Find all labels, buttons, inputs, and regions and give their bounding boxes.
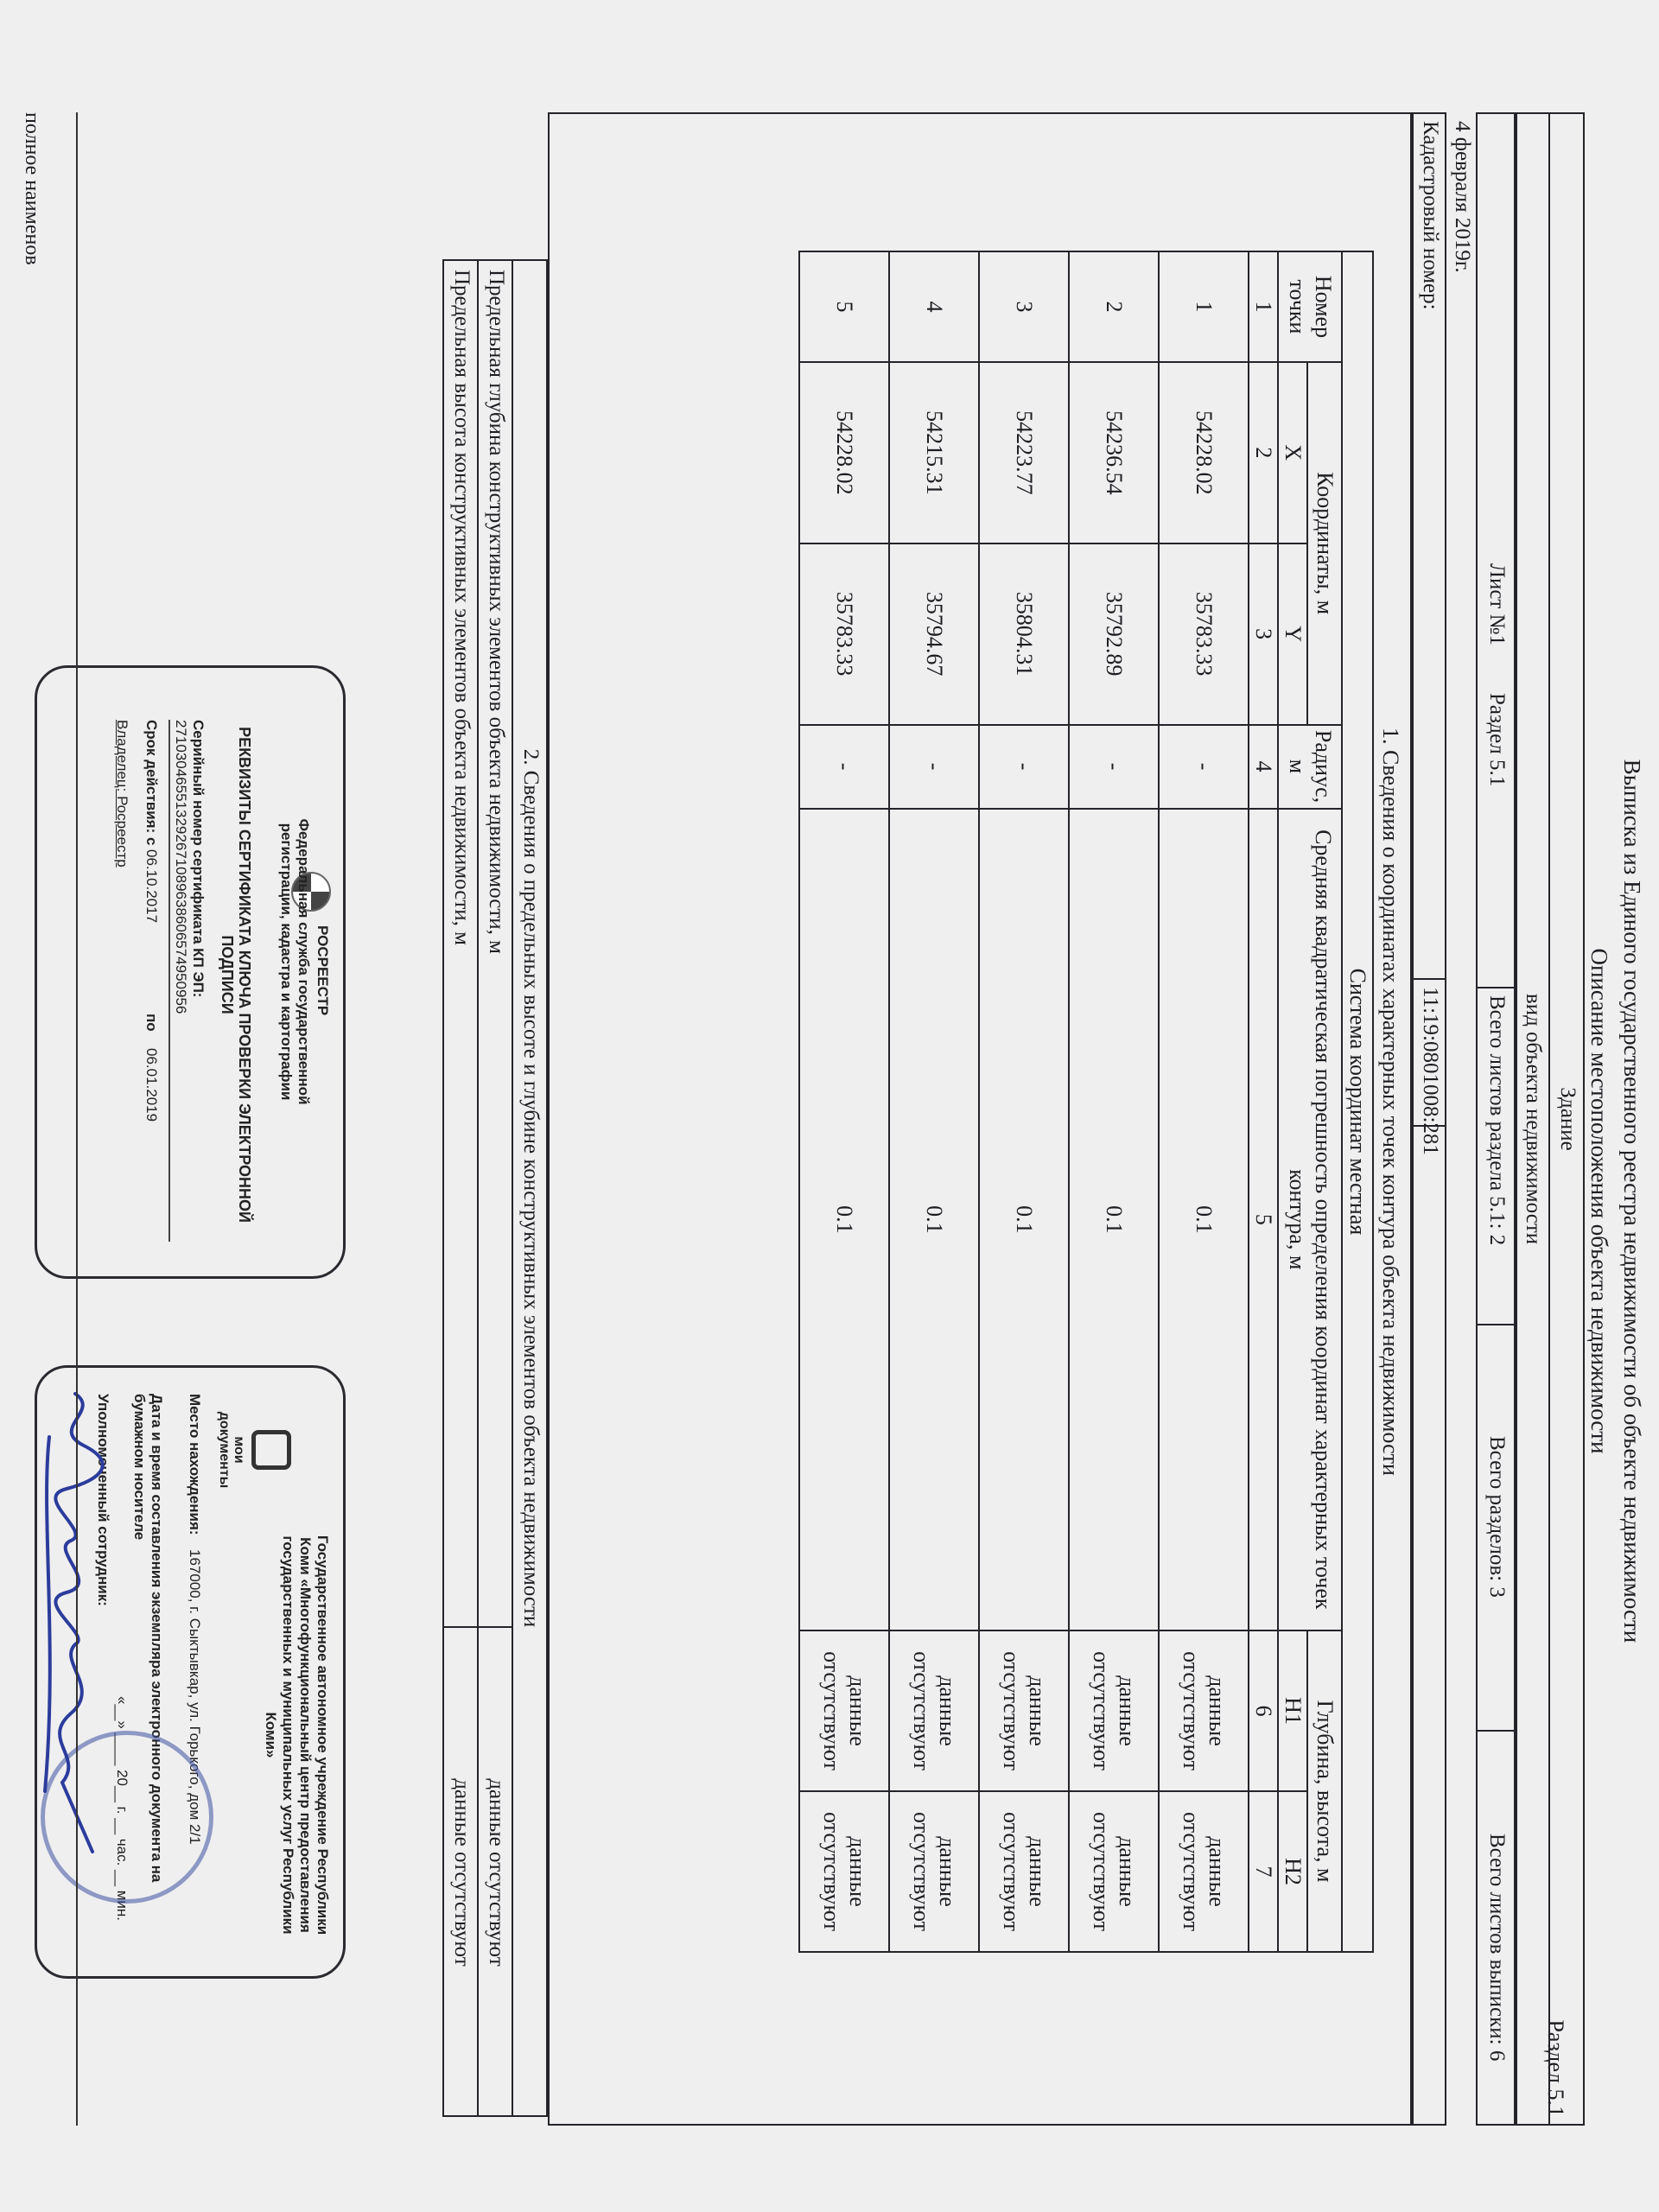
cell-error: 0.1 bbox=[1069, 809, 1159, 1631]
mfc-date-label: Дата и время составления экземпляра электронного документа на бумажном носителе bbox=[131, 1394, 165, 1883]
cadastral-row bbox=[1412, 112, 1446, 2126]
total-sections: Всего разделов: 3 bbox=[1485, 1436, 1509, 1598]
object-type-label: вид объекта недвижимости bbox=[1522, 993, 1545, 1245]
object-type-value: Здание bbox=[1556, 1087, 1580, 1151]
limit-height-label: Предельная высота конструктивных элементов объекта недвижимости, м bbox=[450, 270, 474, 945]
cell-error: 0.1 bbox=[889, 809, 979, 1631]
cell-error: 0.1 bbox=[1159, 809, 1249, 1631]
document-title: Выписка из Единого государственного реестра недвижимости об объекте недвижимости bbox=[1619, 759, 1645, 1643]
sheet-info-row bbox=[1476, 112, 1516, 2126]
object-type-box bbox=[1516, 112, 1585, 2126]
certificate-serial-label: Серийный номер сертификата КП ЭП: bbox=[190, 720, 207, 998]
mfc-org: Государственное автономное учреждение Республики Коми «Многофункциональный центр предоставления государственных и муниципальных услуг Республики Коми» bbox=[263, 1535, 331, 1936]
mfc-logo-text: мои документы bbox=[217, 1411, 246, 1489]
cadastral-number: 11:19:0801008:281 bbox=[1419, 987, 1442, 1155]
cell-error: 0.1 bbox=[799, 809, 889, 1631]
certificate-valid-from: 06.10.2017 bbox=[143, 849, 160, 924]
sheet-number: Лист №1 bbox=[1485, 563, 1509, 645]
header-x: X bbox=[1278, 362, 1307, 543]
cell-y: 35804.31 bbox=[979, 543, 1069, 725]
col-number: 5 bbox=[1249, 809, 1278, 1631]
coordinates-table bbox=[798, 251, 1374, 1953]
cell-x: 54236.54 bbox=[1069, 362, 1159, 543]
header-coordinates: Координаты, м bbox=[1307, 362, 1342, 725]
coordinate-system: Система координат местная bbox=[1342, 251, 1373, 1952]
handwritten-signature bbox=[32, 1385, 110, 1869]
cell-point: 5 bbox=[799, 251, 889, 362]
table-row bbox=[1069, 251, 1159, 1952]
cell-h1: данные отсутствуют bbox=[799, 1630, 889, 1791]
cell-h2: данные отсутствуют bbox=[979, 1791, 1069, 1952]
col-number: 3 bbox=[1249, 543, 1278, 725]
certificate-org: РОСРЕЕСТР bbox=[315, 925, 331, 1016]
cell-h1: данные отсутствуют bbox=[889, 1630, 979, 1791]
limit-depth-value: данные отсутствуют bbox=[485, 1778, 508, 1967]
cell-point: 3 bbox=[979, 251, 1069, 362]
cell-point: 2 bbox=[1069, 251, 1159, 362]
cell-point: 4 bbox=[889, 251, 979, 362]
col-number: 1 bbox=[1249, 251, 1278, 362]
header-h1: Н1 bbox=[1278, 1630, 1307, 1791]
header-error: Средняя квадратическая погрешность определения координат характерных точек контура, м bbox=[1278, 809, 1342, 1631]
total-extract-sheets: Всего листов выписки: 6 bbox=[1485, 1834, 1509, 2062]
certificate-owner: Владелец: Росреестр bbox=[114, 720, 130, 868]
total-section-sheets: Всего листов раздела 5.1: 2 bbox=[1485, 995, 1509, 1246]
mfc-date-value: «__» ____ 20__ г. __ час. __ мин. bbox=[114, 1696, 130, 1922]
certificate-serial: 271030465513292671089638606574950956 bbox=[173, 720, 189, 1014]
table-row bbox=[979, 251, 1069, 1952]
cadastral-label: Кадастровый номер: bbox=[1419, 121, 1442, 310]
mfc-address-label: Место нахождения: bbox=[187, 1394, 203, 1535]
certificate-valid-to-label: по bbox=[143, 1014, 160, 1032]
header-h2: Н2 bbox=[1278, 1791, 1307, 1952]
cell-h2: данные отсутствуют bbox=[1069, 1791, 1159, 1952]
cell-point: 1 bbox=[1159, 251, 1249, 362]
cell-y: 35783.33 bbox=[799, 543, 889, 725]
limit-depth-label: Предельная глубина конструктивных элементов объекта недвижимости, м bbox=[485, 270, 508, 954]
cell-radius: - bbox=[889, 725, 979, 809]
limits-section bbox=[442, 259, 548, 2117]
cell-radius: - bbox=[799, 725, 889, 809]
col-number: 7 bbox=[1249, 1791, 1278, 1952]
cell-error: 0.1 bbox=[979, 809, 1069, 1631]
cell-radius: - bbox=[1069, 725, 1159, 809]
mfc-employee-label: Уполномоченный сотрудник: bbox=[95, 1394, 111, 1606]
cell-h2: данные отсутствуют bbox=[1159, 1791, 1249, 1952]
certificate-valid-to: 06.01.2019 bbox=[143, 1048, 160, 1122]
certificate-org-full: Федеральная служба государственной регистрации, кадастра и картографии bbox=[278, 818, 312, 1105]
cell-x: 54228.02 bbox=[799, 362, 889, 543]
header-point-number: Номер точки bbox=[1278, 251, 1342, 362]
col-number: 6 bbox=[1249, 1630, 1278, 1791]
table-row bbox=[889, 251, 979, 1952]
header-depth: Глубина, высота, м bbox=[1307, 1630, 1342, 1952]
header-radius: Радиус, м bbox=[1278, 725, 1342, 809]
cell-h2: данные отсутствуют bbox=[799, 1791, 889, 1952]
coordinates-section-title: 1. Сведения о координатах характерных точек контура объекта недвижимости bbox=[1378, 728, 1403, 1476]
table-row bbox=[799, 251, 889, 1952]
limit-height-value: данные отсутствуют bbox=[450, 1778, 474, 1967]
cell-y: 35794.67 bbox=[889, 543, 979, 725]
cell-h2: данные отсутствуют bbox=[889, 1791, 979, 1952]
table-row bbox=[1159, 251, 1249, 1952]
cell-radius: - bbox=[979, 725, 1069, 809]
mfc-card bbox=[35, 1365, 346, 1979]
col-number: 4 bbox=[1249, 725, 1278, 809]
cell-y: 35783.33 bbox=[1159, 543, 1249, 725]
certificate-valid-label: Срок действия: с bbox=[143, 720, 160, 846]
signature-certificate-card bbox=[35, 665, 346, 1279]
cell-h1: данные отсутствуют bbox=[1159, 1630, 1249, 1791]
col-number: 2 bbox=[1249, 362, 1278, 543]
header-y: Y bbox=[1278, 543, 1307, 725]
footer-full-name-label: полное наименов bbox=[21, 112, 43, 265]
mfc-logo-icon bbox=[213, 1402, 291, 1497]
certificate-title: РЕКВИЗИТЫ СЕРТИФИКАТА КЛЮЧА ПРОВЕРКИ ЭЛЕКТРОННОЙ ПОДПИСИ bbox=[219, 727, 253, 1223]
cell-x: 54215.31 bbox=[889, 362, 979, 543]
sheet-section: Раздел 5.1 bbox=[1485, 693, 1509, 787]
footer-rule bbox=[76, 112, 78, 2126]
document-subtitle: Описание местоположения объекта недвижимости bbox=[1586, 948, 1612, 1454]
section-label: Раздел 5.1 bbox=[1543, 2019, 1568, 2117]
extract-date: 4 февраля 2019г. bbox=[1451, 121, 1474, 273]
cell-h1: данные отсутствуют bbox=[1069, 1630, 1159, 1791]
limits-section-title: 2. Сведения о предельных высоте и глубине конструктивных элементов объекта недвижимости bbox=[519, 748, 543, 1628]
cell-radius: - bbox=[1159, 725, 1249, 809]
cell-h1: данные отсутствуют bbox=[979, 1630, 1069, 1791]
cell-y: 35792.89 bbox=[1069, 543, 1159, 725]
mfc-address: 167000, г. Сыктывкар, ул. Горького, дом 2/1 bbox=[187, 1549, 203, 1845]
cell-x: 54228.02 bbox=[1159, 362, 1249, 543]
cell-x: 54223.77 bbox=[979, 362, 1069, 543]
